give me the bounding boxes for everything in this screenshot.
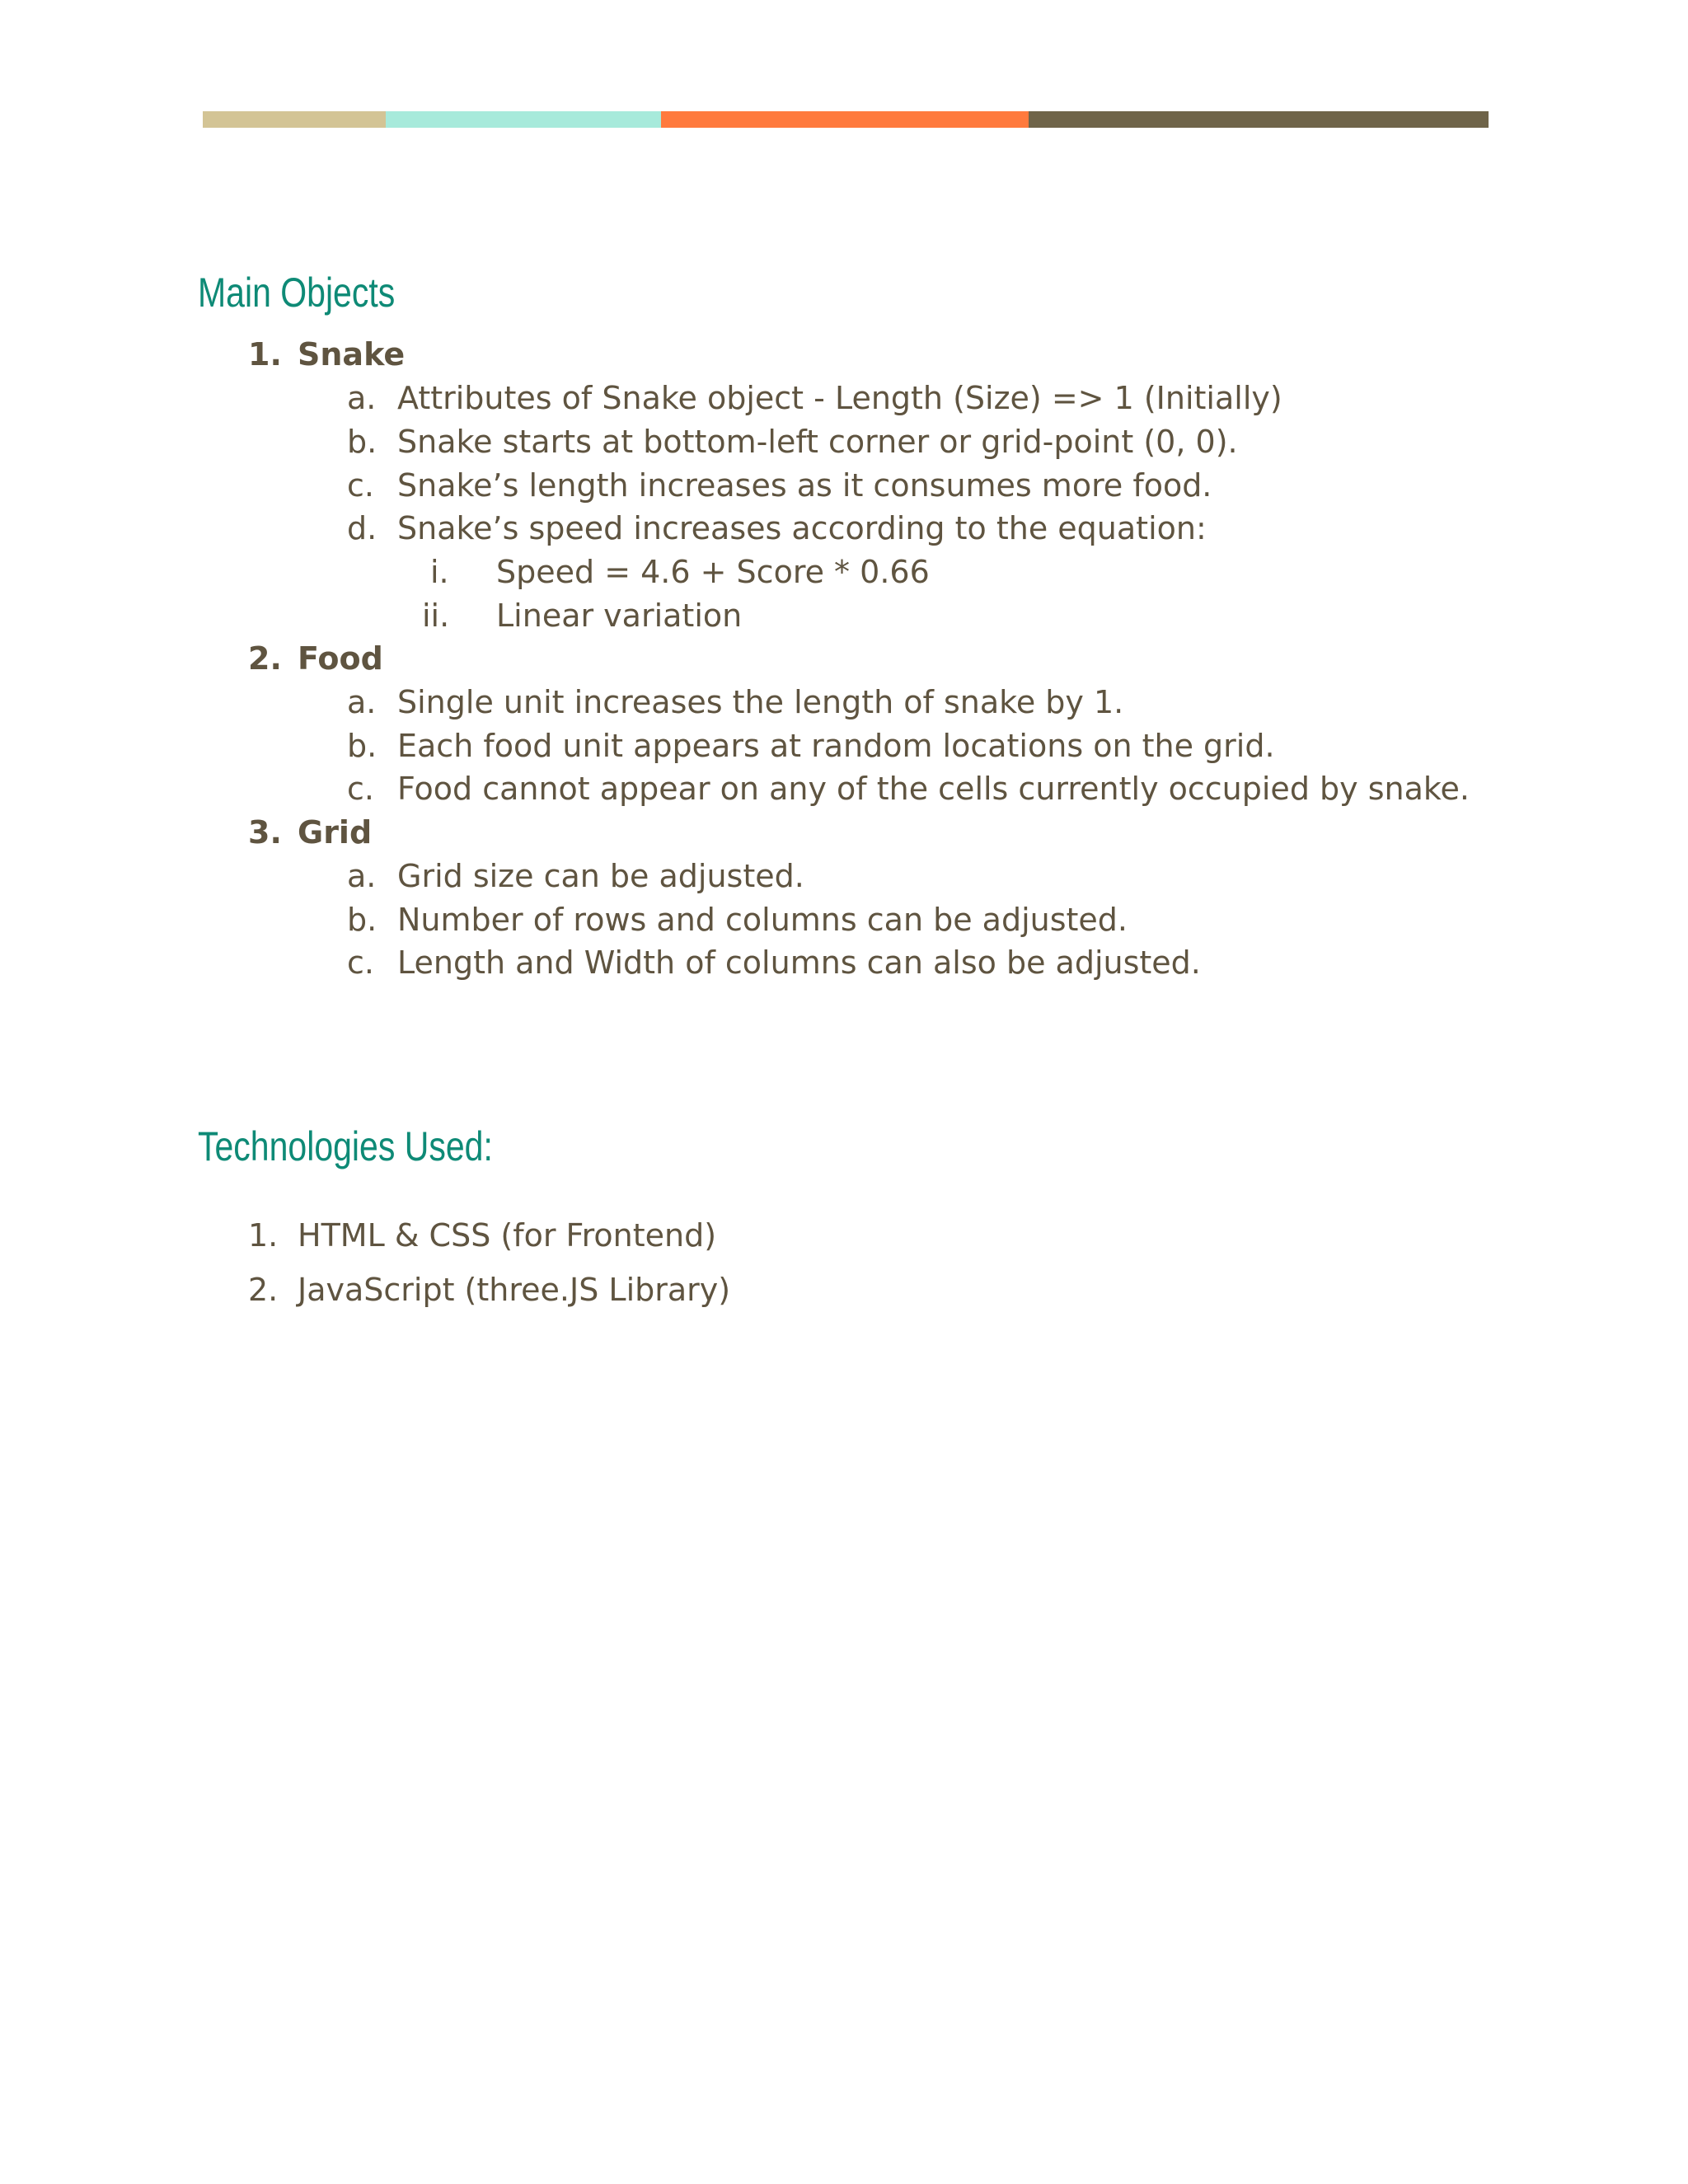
sublist-marker: c. [347, 944, 374, 981]
list-number: 2. [248, 640, 282, 677]
sublist-marker: a. [347, 684, 377, 720]
sublist-marker: c. [347, 467, 374, 504]
sublist-marker: d. [347, 510, 377, 546]
sublist-item: Single unit increases the length of snake by 1. [397, 684, 1124, 720]
sublist-item: Each food unit appears at random locations on the grid. [397, 728, 1275, 764]
sublist-item: Snake starts at bottom-left corner or grid-point (0, 0). [397, 424, 1238, 460]
sublist-marker: b. [347, 728, 377, 764]
list-number: 2. [248, 1272, 279, 1308]
sublist-marker: a. [347, 858, 377, 894]
section-heading-main-objects: Main Objects [198, 269, 396, 316]
list-item-title-food: Food [298, 640, 383, 677]
sublist-item: Attributes of Snake object - Length (Size) => 1 (Initially) [397, 380, 1282, 416]
sublist-marker: b. [347, 902, 377, 938]
subsublist-item: Speed = 4.6 + Score * 0.66 [496, 554, 930, 590]
subsublist-marker: ii. [422, 598, 450, 634]
section-heading-technologies: Technologies Used: [198, 1123, 493, 1169]
list-number: 1. [248, 1217, 279, 1254]
list-item: JavaScript (three.JS Library) [298, 1272, 731, 1308]
sublist-item: Length and Width of columns can also be adjusted. [397, 944, 1201, 981]
sublist-marker: c. [347, 771, 374, 807]
sublist-item: Snake’s length increases as it consumes more food. [397, 467, 1212, 504]
band-segment-1 [203, 111, 386, 128]
list-item: HTML & CSS (for Frontend) [298, 1217, 717, 1254]
sublist-marker: b. [347, 424, 377, 460]
sublist-item: Food cannot appear on any of the cells currently occupied by snake. [397, 771, 1470, 807]
sublist-marker: a. [347, 380, 377, 416]
band-segment-2 [386, 111, 661, 128]
list-number: 3. [248, 814, 282, 851]
band-segment-3 [661, 111, 1029, 128]
band-segment-4 [1029, 111, 1489, 128]
sublist-item: Snake’s speed increases according to the equation: [397, 510, 1207, 546]
sublist-item: Grid size can be adjusted. [397, 858, 804, 894]
sublist-item: Number of rows and columns can be adjusted. [397, 902, 1128, 938]
list-number: 1. [248, 336, 282, 373]
subsublist-item: Linear variation [496, 598, 743, 634]
list-item-title-grid: Grid [298, 814, 373, 851]
header-color-band [203, 111, 1489, 128]
list-item-title-snake: Snake [298, 336, 406, 373]
subsublist-marker: i. [430, 554, 449, 590]
